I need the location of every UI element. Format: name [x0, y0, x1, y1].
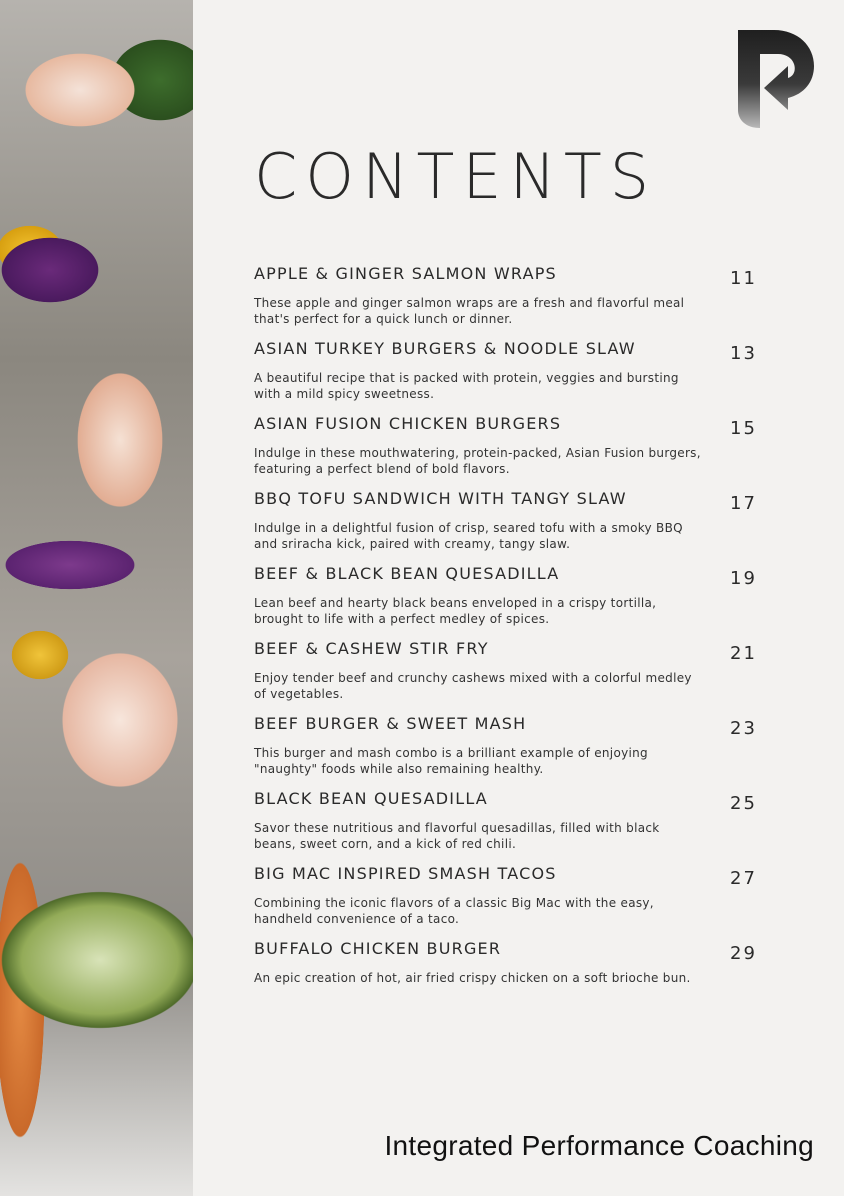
entry-title: BEEF & CASHEW STIR FRY: [254, 639, 489, 658]
entry-page-number: 19: [730, 568, 757, 589]
toc-entry[interactable]: [254, 789, 774, 864]
entry-title: APPLE & GINGER SALMON WRAPS: [254, 264, 557, 283]
entry-page-number: 17: [730, 493, 757, 514]
entry-title: BEEF BURGER & SWEET MASH: [254, 714, 527, 733]
entry-description: Indulge in these mouthwatering, protein-packed, Asian Fusion burgers, featuring a perfect blend of bold flavors.: [254, 446, 701, 476]
entry-description: These apple and ginger salmon wraps are a fresh and flavorful meal that's perfect for a quick lunch or dinner.: [254, 296, 685, 326]
entry-title: ASIAN TURKEY BURGERS & NOODLE SLAW: [254, 339, 636, 358]
entry-page-number: 15: [730, 418, 757, 439]
entry-title: BEEF & BLACK BEAN QUESADILLA: [254, 564, 560, 583]
entry-title: BLACK BEAN QUESADILLA: [254, 789, 488, 808]
entry-description: Savor these nutritious and flavorful quesadillas, filled with black beans, sweet corn, and a kick of red chili.: [254, 821, 660, 851]
page-title: CONTENTS: [254, 140, 658, 213]
toc-entry[interactable]: [254, 639, 774, 714]
toc-entry[interactable]: [254, 414, 774, 489]
entry-page-number: 25: [730, 793, 757, 814]
toc-entry[interactable]: [254, 864, 774, 939]
entry-description: Indulge in a delightful fusion of crisp, seared tofu with a smoky BBQ and sriracha kick, paired with creamy, tangy slaw.: [254, 521, 683, 551]
entry-description: This burger and mash combo is a brilliant example of enjoying "naughty" foods while also remaining healthy.: [254, 746, 648, 776]
toc-entry[interactable]: [254, 714, 774, 789]
toc-entry[interactable]: [254, 564, 774, 639]
food-photo-strip: [0, 0, 193, 1196]
entry-page-number: 27: [730, 868, 757, 889]
toc-entry[interactable]: [254, 489, 774, 564]
entry-description: Enjoy tender beef and crunchy cashews mixed with a colorful medley of vegetables.: [254, 671, 692, 701]
toc-entry[interactable]: [254, 339, 774, 414]
brand-arrow-logo: [736, 30, 814, 128]
entry-title: BIG MAC INSPIRED SMASH TACOS: [254, 864, 557, 883]
entry-description: A beautiful recipe that is packed with protein, veggies and bursting with a mild spicy sweetness.: [254, 371, 679, 401]
entry-page-number: 11: [730, 268, 757, 289]
entry-page-number: 23: [730, 718, 757, 739]
entry-description: An epic creation of hot, air fried crispy chicken on a soft brioche bun.: [254, 971, 691, 985]
entry-title: BBQ TOFU SANDWICH WITH TANGY SLAW: [254, 489, 627, 508]
entry-description: Lean beef and hearty black beans enveloped in a crispy tortilla, brought to life with a perfect medley of spices.: [254, 596, 657, 626]
entry-page-number: 29: [730, 943, 757, 964]
entry-page-number: 13: [730, 343, 757, 364]
entry-page-number: 21: [730, 643, 757, 664]
entry-title: BUFFALO CHICKEN BURGER: [254, 939, 502, 958]
entry-description: Combining the iconic flavors of a classic Big Mac with the easy, handheld convenience of a taco.: [254, 896, 654, 926]
toc-entry[interactable]: [254, 939, 774, 1014]
entry-title: ASIAN FUSION CHICKEN BURGERS: [254, 414, 562, 433]
table-of-contents: [254, 264, 774, 1014]
toc-entry[interactable]: [254, 264, 774, 339]
footer-brand: Integrated Performance Coaching: [384, 1130, 814, 1161]
